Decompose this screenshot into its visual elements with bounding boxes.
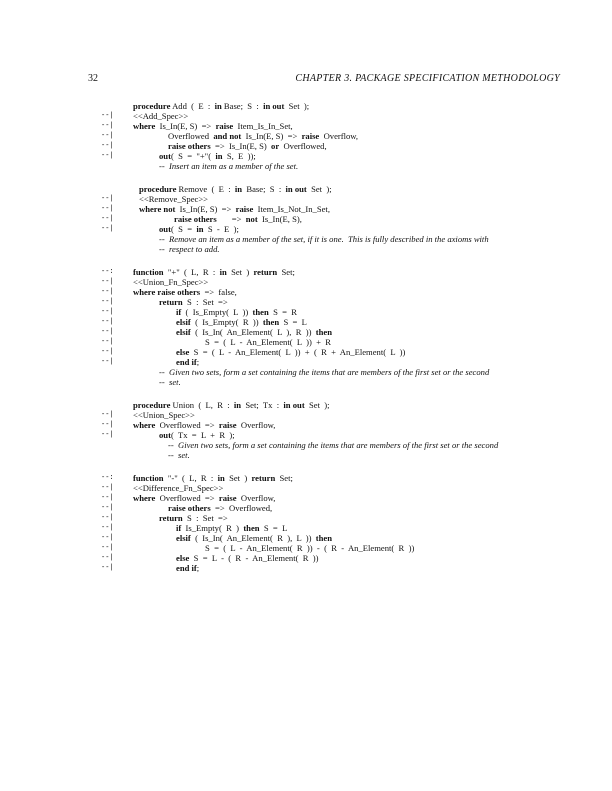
code-text: Base; S : (221, 101, 264, 111)
keyword: in (217, 473, 225, 483)
code-text: <<Add_Spec>> (133, 111, 189, 121)
keyword: out (159, 151, 171, 161)
annotation-marker: --| (101, 494, 114, 502)
annotation-marker: --| (101, 215, 114, 223)
code-line (176, 327, 332, 337)
code-text: -- (168, 440, 176, 450)
code-text: Base; S : (242, 184, 286, 194)
code-text: Set; (277, 267, 295, 277)
code-text: ( Is_Empty( L )) (181, 307, 253, 317)
keyword: in (214, 101, 222, 111)
code-text: Remove ( E : (176, 184, 235, 194)
code-line (168, 440, 498, 450)
code-line (168, 503, 272, 513)
code-line (133, 493, 275, 503)
annotation-marker: --| (101, 288, 114, 296)
code-text: Set ) (224, 473, 252, 483)
keyword: where raise others (133, 287, 201, 297)
code-text: Item_Is_Not_In_Set, (253, 204, 330, 214)
keyword: end if (176, 357, 197, 367)
annotation-marker: --: (101, 268, 114, 276)
code-line (159, 513, 228, 523)
annotation-marker: --| (101, 564, 114, 572)
annotation-marker: --| (101, 278, 114, 286)
code-text: -- (159, 244, 167, 254)
code-line (133, 410, 195, 420)
annotation-marker: --| (101, 195, 114, 203)
code-line (176, 357, 199, 367)
comment-text: Given two sets, form a set containing the items that are members of the first set or the second (175, 440, 499, 450)
running-header: CHAPTER 3. PACKAGE SPECIFICATION METHODOLOGY (295, 73, 560, 84)
code-line (133, 473, 293, 483)
code-line (159, 224, 239, 234)
code-text: -- (159, 161, 167, 171)
keyword: in (233, 400, 242, 410)
code-text: Overflowed (168, 131, 214, 141)
keyword: function (133, 267, 164, 277)
keyword: procedure (133, 101, 171, 111)
keyword: then (315, 327, 333, 337)
keyword: if (176, 307, 182, 317)
code-text: S = L (279, 317, 307, 327)
comment-text: Given two sets, form a set containing the items that are members of the first set or the second (166, 367, 490, 377)
code-text: Set ); (306, 184, 332, 194)
code-line (159, 234, 489, 244)
code-text: S = L - ( R - An_Element( R )) (189, 553, 319, 563)
code-text: S = ( L - An_Element( R )) - ( R - An_Element( R )) (205, 543, 415, 553)
code-text: ( Is_Empty( R )) (190, 317, 263, 327)
code-line (133, 420, 275, 430)
annotation-marker: --| (101, 504, 114, 512)
code-text: Item_Is_In_Set, (233, 121, 293, 131)
code-text: Overflowed => (155, 420, 219, 430)
code-line (133, 267, 295, 277)
code-line (159, 161, 298, 171)
code-line (168, 131, 358, 141)
annotation-marker: --| (101, 308, 114, 316)
code-text: S : Set => (182, 513, 228, 523)
keyword: function (133, 473, 164, 483)
keyword: in (234, 184, 243, 194)
code-text: ( Is_In( An_Element( L ), R )) (190, 327, 316, 337)
code-line (133, 111, 188, 121)
code-text: S, E )); (222, 151, 256, 161)
code-text: Set ); (304, 400, 330, 410)
annotation-marker: --| (101, 298, 114, 306)
code-line (133, 287, 237, 297)
code-text: Add ( E : (170, 101, 215, 111)
comment-text: set. (166, 377, 181, 387)
comment-text: respect to add. (166, 244, 220, 254)
code-text: Set; (275, 473, 293, 483)
code-text: Union ( L, R : (170, 400, 234, 410)
code-line (176, 523, 287, 533)
keyword: raise (218, 420, 237, 430)
keyword: in (196, 224, 204, 234)
annotation-marker: --| (101, 318, 114, 326)
keyword: return (159, 297, 183, 307)
keyword: not (245, 214, 258, 224)
keyword: raise (218, 493, 237, 503)
keyword: raise (215, 121, 234, 131)
code-line (176, 533, 332, 543)
code-line (159, 244, 220, 254)
annotation-marker: --| (101, 484, 114, 492)
code-text: Is_In(E, S) => (155, 121, 216, 131)
keyword: else (176, 347, 190, 357)
code-line (133, 101, 309, 111)
annotation-marker: --| (101, 554, 114, 562)
code-text: S - E ); (203, 224, 239, 234)
keyword: in (215, 151, 223, 161)
code-text: => Overflowed, (210, 503, 273, 513)
code-text: Is_In(E, S) => (241, 131, 302, 141)
code-text: => false, (200, 287, 237, 297)
code-line (133, 483, 223, 493)
code-text: ( S = "+"( (170, 151, 216, 161)
annotation-marker: --| (101, 534, 114, 542)
code-text: ; (196, 357, 200, 367)
keyword: where (133, 121, 156, 131)
code-text: ( S = (170, 224, 197, 234)
code-text: ( Is_In( An_Element( R ), L )) (190, 533, 316, 543)
keyword: where (133, 420, 156, 430)
keyword: elsif (176, 317, 191, 327)
code-line (168, 141, 327, 151)
annotation-marker: --| (101, 338, 114, 346)
code-line (139, 194, 208, 204)
keyword: then (315, 533, 333, 543)
annotation-marker: --| (101, 524, 114, 532)
keyword: return (251, 473, 276, 483)
code-text: <<Union_Fn_Spec>> (133, 277, 209, 287)
annotation-marker: --: (101, 474, 114, 482)
code-text: <<Difference_Fn_Spec>> (133, 483, 224, 493)
keyword: return (253, 267, 278, 277)
code-text: Is_In(E, S) => (175, 204, 236, 214)
code-text: -- (159, 234, 167, 244)
code-text: Is_Empty( R ) (181, 523, 244, 533)
code-line (159, 377, 181, 387)
annotation-marker: --| (101, 431, 114, 439)
keyword: then (252, 307, 269, 317)
code-line (159, 151, 256, 161)
keyword: then (262, 317, 280, 327)
annotation-marker: --| (101, 225, 114, 233)
code-text: => Is_In(E, S) (210, 141, 272, 151)
code-text: S = ( L - An_Element( L )) + R (205, 337, 332, 347)
annotation-marker: --| (101, 411, 114, 419)
keyword: and not (213, 131, 242, 141)
keyword: in out (285, 184, 307, 194)
code-line (205, 337, 331, 347)
keyword: if (176, 523, 182, 533)
code-text: => (216, 214, 246, 224)
code-text: Overflowed, (279, 141, 327, 151)
code-text: ; (196, 563, 200, 573)
code-line (133, 121, 293, 131)
keyword: raise others (168, 503, 211, 513)
annotation-marker: --| (101, 205, 114, 213)
keyword: in out (283, 400, 305, 410)
code-text: Set; Tx : (241, 400, 284, 410)
code-text: Overflowed => (155, 493, 219, 503)
annotation-marker: --| (101, 544, 114, 552)
code-line (133, 400, 330, 410)
keyword: raise others (174, 214, 217, 224)
code-text: Overflow, (319, 131, 359, 141)
code-line (139, 184, 332, 194)
code-text: Set ) (226, 267, 254, 277)
keyword: end if (176, 563, 197, 573)
code-text: Set ); (284, 101, 310, 111)
annotation-marker: --| (101, 514, 114, 522)
code-line (159, 430, 235, 440)
code-text: "+" ( L, R : (163, 267, 220, 277)
code-line (176, 317, 307, 327)
code-line (174, 214, 302, 224)
code-text: Overflow, (236, 493, 276, 503)
code-line (176, 563, 199, 573)
code-text: S = R (268, 307, 298, 317)
code-line (159, 367, 489, 377)
keyword: in (219, 267, 227, 277)
code-text: S = ( L - An_Element( L )) + ( R + An_Element( L )) (189, 347, 406, 357)
keyword: then (243, 523, 260, 533)
code-text: Is_In(E, S), (257, 214, 302, 224)
keyword: elsif (176, 327, 191, 337)
code-line (176, 553, 319, 563)
keyword: where (133, 493, 156, 503)
code-line (176, 307, 297, 317)
code-text: <<Remove_Spec>> (139, 194, 209, 204)
comment-text: Insert an item as a member of the set. (166, 161, 299, 171)
keyword: raise (235, 204, 254, 214)
code-text: -- (159, 367, 167, 377)
code-text: -- (159, 377, 167, 387)
annotation-marker: --| (101, 421, 114, 429)
code-text: ( Tx = L + R ); (170, 430, 235, 440)
annotation-marker: --| (101, 112, 114, 120)
annotation-marker: --| (101, 152, 114, 160)
code-line (139, 204, 330, 214)
code-line (205, 543, 414, 553)
page-number: 32 (88, 73, 98, 84)
keyword: where not (139, 204, 176, 214)
keyword: out (159, 224, 171, 234)
annotation-marker: --| (101, 132, 114, 140)
comment-text: Remove an item as a member of the set, if it is one. This is fully described in the axioms with (166, 234, 489, 244)
keyword: out (159, 430, 171, 440)
code-line (159, 297, 228, 307)
code-text: S : Set => (182, 297, 228, 307)
comment-text: set. (175, 450, 190, 460)
code-text: Overflow, (236, 420, 276, 430)
annotation-marker: --| (101, 328, 114, 336)
code-text: -- (168, 450, 176, 460)
keyword: procedure (133, 400, 171, 410)
code-line (133, 277, 208, 287)
keyword: elsif (176, 533, 191, 543)
code-line (168, 450, 190, 460)
code-line (176, 347, 405, 357)
code-text: <<Union_Spec>> (133, 410, 195, 420)
keyword: procedure (139, 184, 177, 194)
annotation-marker: --| (101, 348, 114, 356)
keyword: in out (263, 101, 285, 111)
keyword: raise (301, 131, 320, 141)
keyword: raise others (168, 141, 211, 151)
code-text: S = L (259, 523, 288, 533)
keyword: else (176, 553, 190, 563)
keyword: return (159, 513, 183, 523)
annotation-marker: --| (101, 142, 114, 150)
annotation-marker: --| (101, 358, 114, 366)
keyword: or (271, 141, 280, 151)
annotation-marker: --| (101, 122, 114, 130)
code-text: "-" ( L, R : (163, 473, 218, 483)
